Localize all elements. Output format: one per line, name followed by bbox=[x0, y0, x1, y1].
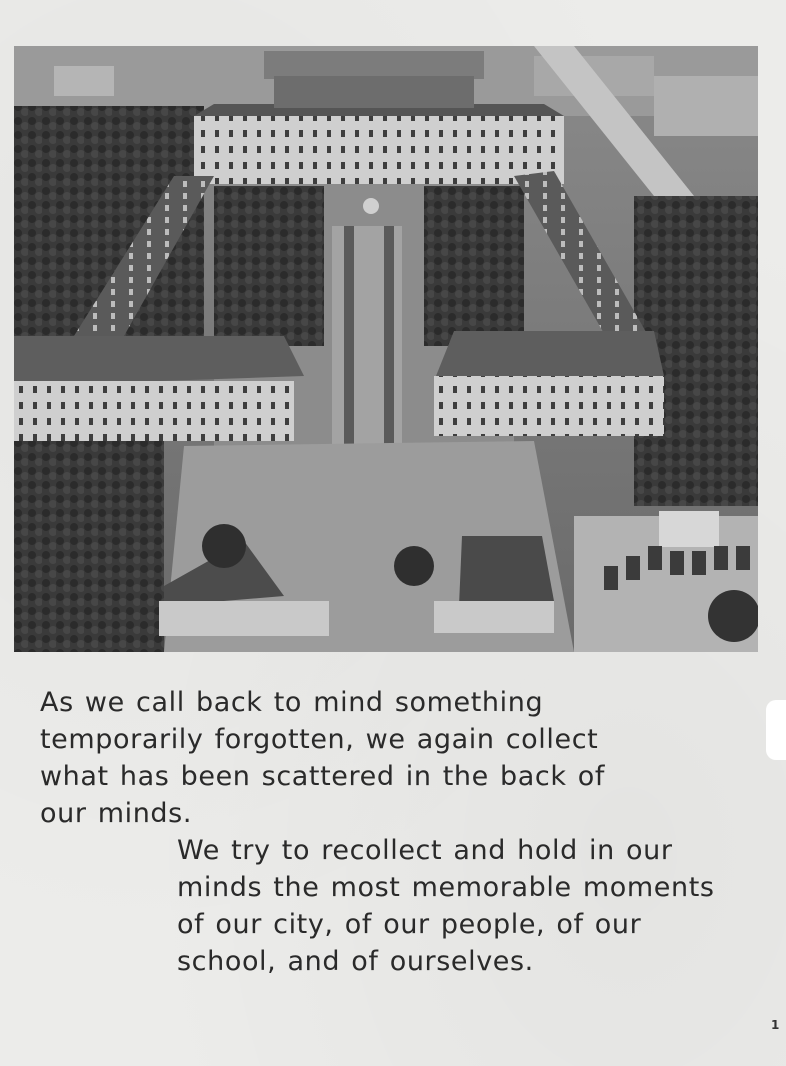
campus-illustration bbox=[14, 46, 758, 652]
intro-text bbox=[40, 684, 760, 980]
fountain bbox=[363, 198, 379, 214]
far-building bbox=[264, 51, 484, 79]
left-front-building bbox=[14, 381, 294, 441]
page-edge-nick bbox=[766, 700, 786, 760]
right-gatehouse bbox=[434, 601, 554, 633]
page-number: 1 bbox=[771, 1018, 780, 1032]
aerial-campus-photo bbox=[14, 46, 758, 652]
paragraph-1: As we call back to mind something temporarily forgotten, we again collect what has been scattered in the back of our minds. bbox=[40, 687, 606, 829]
right-front-building bbox=[434, 376, 664, 436]
left-gatehouse bbox=[159, 601, 329, 636]
paragraph-2: We try to recollect and hold in our minds the most memorable moments of our city, of our people, of our school, and of ourselves. bbox=[177, 835, 715, 977]
right-front-roof bbox=[434, 331, 664, 381]
main-building bbox=[194, 116, 564, 184]
